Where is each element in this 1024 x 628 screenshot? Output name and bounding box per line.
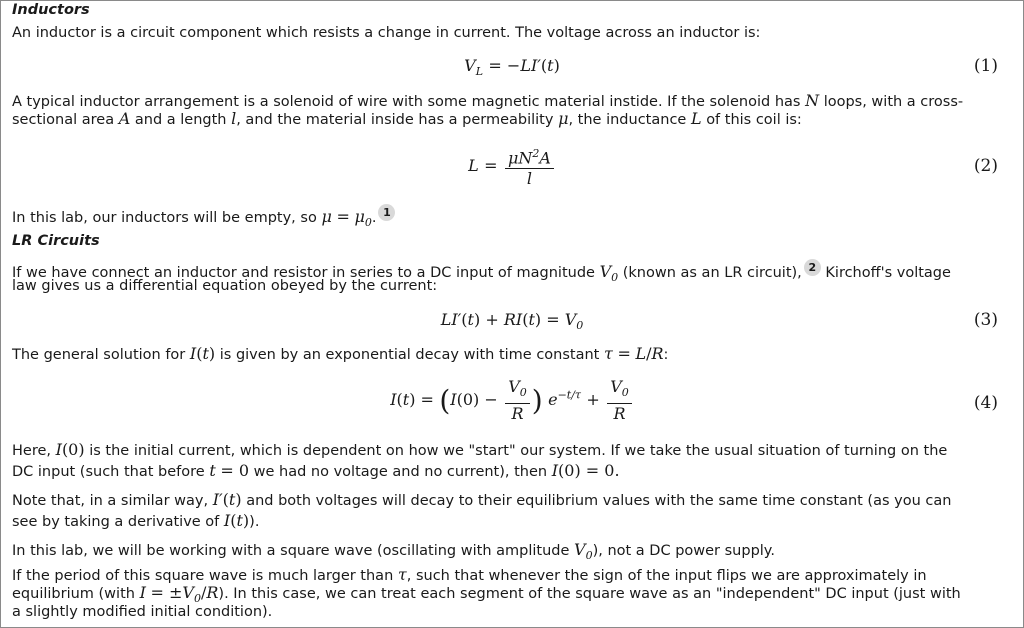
- period-line3: a slightly modified initial condition).: [12, 604, 273, 620]
- equation-number: (1): [973, 56, 998, 76]
- section-heading-lr-circuits: LR Circuits: [12, 233, 100, 249]
- equation-3: $LI'(t) + RI(t) = V_0$ (3): [440, 310, 998, 333]
- period-line2: equilibrium (with $I = \pm V_0/R$). In this case, we can treat each segment of the square wave as an "independent" DC input (just with: [12, 583, 961, 606]
- general-solution-line: The general solution for I(t) is given by an exponential decay with time constant τ = L/R:: [12, 344, 669, 363]
- equation-4: I(t) = (I(0) − $\frac{V_0}{R}$ ) $e^{-t/\tau}$ + $\frac{V_0}{R}$ (4): [390, 377, 998, 424]
- note-line1: Note that, in a similar way, I′(t) and both voltages will decay to their equilibrium values with the same time constant (as you can: [12, 490, 952, 509]
- equation-number: (4): [973, 393, 998, 413]
- empty-inductor-note: In this lab, our inductors will be empty, so $\mu = \mu_0$. 1: [12, 204, 1002, 232]
- footnote-badge-1[interactable]: 1: [378, 204, 395, 221]
- intro-paragraph: An inductor is a circuit component which resists a change in current. The voltage across an inductor is:: [12, 25, 761, 41]
- lr-paragraph-line1: If we have connect an inductor and resistor in series to a DC input of magnitude $V_0$ (known as an LR circuit), 2 Kirchoff's voltage: [12, 261, 951, 285]
- equation-1: $V_L = -LI'(t)$ (1): [464, 56, 998, 79]
- equation-number: (3): [973, 310, 998, 330]
- period-line1: If the period of this square wave is much larger than τ, such that whenever the sign of the input flips we are approximately in: [12, 565, 927, 584]
- initial-current-line2: DC input (such that before t = 0 we had no voltage and no current), then I(0) = 0.: [12, 461, 620, 480]
- equation-number: (2): [973, 156, 998, 176]
- lr-paragraph-line2: law gives us a differential equation obeyed by the current:: [12, 278, 438, 294]
- equation-2: L = $\frac{\mu N^2A}{l}$ (2): [0, 144, 1024, 188]
- section-heading-inductors: Inductors: [12, 2, 90, 18]
- solenoid-paragraph-line2: sectional area A and a length l, and the material inside has a permeability μ, the inductance L of this coil is:: [12, 109, 802, 128]
- solenoid-paragraph-line1: A typical inductor arrangement is a solenoid of wire with some magnetic material instide. If the solenoid has N loops, with a cross-: [12, 91, 964, 110]
- square-wave-line: In this lab, we will be working with a square wave (oscillating with amplitude $V_0$), not a DC power supply.: [12, 540, 775, 563]
- note-line2: see by taking a derivative of I(t)).: [12, 511, 260, 530]
- initial-current-line1: Here, I(0) is the initial current, which is dependent on how we "start" our system. If we take the usual situation of turning on the: [12, 440, 948, 459]
- footnote-badge-2[interactable]: 2: [804, 259, 821, 276]
